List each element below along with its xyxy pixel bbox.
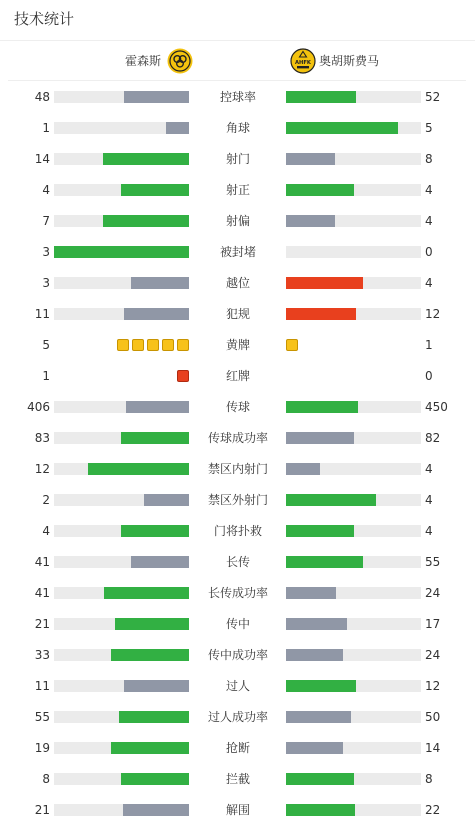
stat-row — [0, 459, 475, 479]
home-stat-bar — [54, 587, 189, 599]
away-stat-bar — [286, 618, 421, 630]
home-stat-value: 41 — [34, 586, 50, 600]
away-stat-bar — [286, 215, 421, 227]
home-stat-bar-fill — [166, 122, 189, 134]
stat-label: 传中 — [225, 617, 250, 631]
away-stat-bar-fill — [286, 525, 354, 537]
stat-label: 射偏 — [225, 214, 250, 228]
stat-row — [0, 366, 475, 386]
stat-label: 过人成功率 — [207, 710, 268, 724]
stat-row — [0, 521, 475, 541]
home-stat-value: 4 — [42, 524, 50, 538]
home-stat-bar-fill — [121, 184, 189, 196]
home-stat-bar — [54, 618, 189, 630]
stat-row — [0, 87, 475, 107]
stat-row — [0, 645, 475, 665]
home-team[interactable] — [125, 48, 193, 74]
home-stat-bar-fill — [111, 742, 189, 754]
away-stat-bar-fill — [286, 463, 320, 475]
home-stat-bar — [54, 804, 189, 816]
stat-label: 禁区外射门 — [207, 493, 268, 507]
home-stat-bar-fill — [88, 463, 189, 475]
away-stat-bar-fill — [286, 122, 398, 134]
away-stat-bar — [286, 91, 421, 103]
home-stat-value: 3 — [42, 276, 50, 290]
stat-row — [0, 583, 475, 603]
away-stat-bar-fill — [286, 773, 354, 785]
away-stat-bar — [286, 680, 421, 692]
home-stat-value: 4 — [42, 183, 50, 197]
away-stat-bar-fill — [286, 618, 347, 630]
away-stat-value: 12 — [425, 679, 441, 693]
away-stat-bar — [286, 804, 421, 816]
home-stat-bar-fill — [124, 680, 189, 692]
stat-row — [0, 428, 475, 448]
stat-label: 传中成功率 — [207, 648, 268, 662]
stat-row — [0, 676, 475, 696]
stat-label: 越位 — [225, 276, 250, 290]
away-stat-value: 4 — [425, 183, 433, 197]
away-stat-bar-fill — [286, 742, 343, 754]
away-stat-value: 17 — [425, 617, 441, 631]
home-stat-bar — [54, 401, 189, 413]
away-stat-value: 4 — [425, 214, 433, 228]
away-stat-bar-fill — [286, 215, 335, 227]
stat-label: 长传 — [225, 555, 250, 569]
away-stat-bar-fill — [286, 804, 355, 816]
away-stat-value: 4 — [425, 462, 433, 476]
away-team[interactable] — [290, 48, 379, 74]
away-stat-value: 12 — [425, 307, 441, 321]
stat-label: 犯规 — [225, 307, 250, 321]
home-stat-bar — [54, 277, 189, 289]
stat-label: 禁区内射门 — [207, 462, 268, 476]
away-stat-bar-fill — [286, 277, 363, 289]
away-logo-text: AHFK — [295, 60, 311, 67]
away-stat-bar — [286, 773, 421, 785]
yellow-card-icon — [177, 339, 189, 351]
home-stat-value: 33 — [34, 648, 50, 662]
stat-row — [0, 490, 475, 510]
stat-row — [0, 552, 475, 572]
home-stat-bar-fill — [103, 215, 189, 227]
stat-label: 控球率 — [219, 90, 256, 104]
stat-label: 长传成功率 — [207, 586, 268, 600]
home-stat-value: 41 — [34, 555, 50, 569]
home-stat-bar-fill — [124, 91, 189, 103]
stat-label: 角球 — [225, 121, 250, 135]
away-stat-bar — [286, 184, 421, 196]
away-stat-bar — [286, 587, 421, 599]
away-stat-bar — [286, 308, 421, 320]
away-stat-bar — [286, 432, 421, 444]
away-stat-value: 55 — [425, 555, 441, 569]
home-stat-bar-fill — [131, 556, 189, 568]
yellow-card-icon — [286, 339, 298, 351]
stat-row — [0, 211, 475, 231]
away-stat-bar — [286, 401, 421, 413]
ac-horsens-yellow-crest-icon — [290, 48, 316, 74]
stat-row — [0, 180, 475, 200]
away-stat-value: 5 — [425, 121, 433, 135]
away-stat-value: 52 — [425, 90, 441, 104]
home-stat-bar — [54, 711, 189, 723]
home-cards — [177, 370, 189, 382]
yellow-card-icon — [162, 339, 174, 351]
home-stat-value: 48 — [34, 90, 50, 104]
home-stat-value: 3 — [42, 245, 50, 259]
home-stat-bar-fill — [103, 153, 189, 165]
home-stat-value: 1 — [42, 121, 50, 135]
away-stat-value: 0 — [425, 245, 433, 259]
stat-label: 射门 — [225, 152, 250, 166]
stat-label: 门将扑救 — [213, 524, 262, 538]
home-stat-bar-fill — [131, 277, 189, 289]
yellow-card-icon — [132, 339, 144, 351]
home-stat-bar — [54, 742, 189, 754]
away-stat-bar — [286, 277, 421, 289]
home-stat-bar — [54, 91, 189, 103]
home-stat-value: 8 — [42, 772, 50, 786]
yellow-card-icon — [117, 339, 129, 351]
stat-label: 红牌 — [225, 369, 250, 383]
home-stat-value: 11 — [34, 307, 50, 321]
home-stat-value: 2 — [42, 493, 50, 507]
away-cards — [286, 339, 298, 351]
red-card-icon — [177, 370, 189, 382]
away-stat-bar — [286, 556, 421, 568]
home-stat-bar — [54, 525, 189, 537]
home-stat-bar-fill — [121, 773, 189, 785]
away-stat-value: 1 — [425, 338, 433, 352]
away-stat-bar — [286, 525, 421, 537]
home-team-name: 霍森斯 — [125, 54, 162, 68]
horsens-crest-icon — [167, 48, 193, 74]
home-stat-value: 5 — [42, 338, 50, 352]
away-stat-bar — [286, 494, 421, 506]
home-stat-value: 55 — [34, 710, 50, 724]
title-divider — [0, 40, 475, 41]
stat-row — [0, 738, 475, 758]
stat-row — [0, 335, 475, 355]
away-stat-bar-fill — [286, 153, 335, 165]
home-stat-bar — [54, 308, 189, 320]
stat-label: 拦截 — [225, 772, 250, 786]
stat-label: 过人 — [225, 679, 250, 693]
home-stat-value: 406 — [27, 400, 50, 414]
home-stat-value: 12 — [34, 462, 50, 476]
away-stat-bar-fill — [286, 308, 356, 320]
home-stat-value: 1 — [42, 369, 50, 383]
away-stat-bar-fill — [286, 494, 376, 506]
home-stat-value: 21 — [34, 617, 50, 631]
home-stat-bar — [54, 184, 189, 196]
away-stat-value: 8 — [425, 152, 433, 166]
stat-label: 解围 — [225, 803, 250, 817]
away-stat-value: 8 — [425, 772, 433, 786]
stat-row — [0, 118, 475, 138]
away-stat-value: 4 — [425, 493, 433, 507]
away-stat-bar-fill — [286, 556, 363, 568]
away-stat-value: 50 — [425, 710, 441, 724]
page-title: 技术统计 — [14, 10, 75, 28]
away-stat-value: 82 — [425, 431, 441, 445]
stat-row — [0, 614, 475, 634]
stat-label: 抢断 — [225, 741, 250, 755]
home-stat-bar — [54, 556, 189, 568]
away-team-name: 奥胡斯费马 — [319, 54, 380, 68]
home-stat-bar-fill — [115, 618, 189, 630]
away-stat-bar-fill — [286, 184, 354, 196]
home-stat-bar-fill — [104, 587, 189, 599]
home-stat-bar — [54, 649, 189, 661]
away-stat-value: 24 — [425, 586, 441, 600]
away-stat-value: 450 — [425, 400, 448, 414]
away-stat-bar — [286, 742, 421, 754]
away-stat-bar — [286, 711, 421, 723]
home-stat-bar-fill — [121, 432, 189, 444]
home-stat-bar-fill — [111, 649, 189, 661]
away-stat-bar — [286, 463, 421, 475]
away-stat-bar — [286, 153, 421, 165]
yellow-card-icon — [147, 339, 159, 351]
stat-row — [0, 242, 475, 262]
stat-label: 黄牌 — [225, 338, 250, 352]
home-stat-bar-fill — [124, 308, 189, 320]
away-stat-value: 0 — [425, 369, 433, 383]
away-stat-bar-fill — [286, 401, 358, 413]
away-stat-bar-fill — [286, 432, 354, 444]
home-stat-bar-fill — [144, 494, 189, 506]
away-stat-value: 22 — [425, 803, 441, 817]
stat-row — [0, 707, 475, 727]
away-stat-bar-fill — [286, 587, 336, 599]
stat-label: 传球 — [225, 400, 250, 414]
stat-row — [0, 149, 475, 169]
away-stat-bar-fill — [286, 91, 356, 103]
away-stat-bar-fill — [286, 680, 356, 692]
home-stat-bar — [54, 153, 189, 165]
home-stat-bar — [54, 432, 189, 444]
home-stat-bar-fill — [121, 525, 189, 537]
home-stat-bar — [54, 463, 189, 475]
stat-row — [0, 304, 475, 324]
home-stat-bar-fill — [126, 401, 189, 413]
away-stat-value: 4 — [425, 276, 433, 290]
away-stat-bar — [286, 649, 421, 661]
home-stat-value: 11 — [34, 679, 50, 693]
stat-row — [0, 273, 475, 293]
away-stat-value: 4 — [425, 524, 433, 538]
home-stat-bar — [54, 773, 189, 785]
home-stat-value: 21 — [34, 803, 50, 817]
home-stat-bar — [54, 215, 189, 227]
home-stat-bar — [54, 680, 189, 692]
stat-label: 射正 — [225, 183, 250, 197]
home-stat-value: 14 — [34, 152, 50, 166]
stat-row — [0, 769, 475, 789]
home-cards — [117, 339, 189, 351]
stat-label: 被封堵 — [219, 245, 256, 259]
home-stat-value: 83 — [34, 431, 50, 445]
away-stat-bar — [286, 122, 421, 134]
home-stat-bar — [54, 122, 189, 134]
home-stat-value: 7 — [42, 214, 50, 228]
home-stat-bar-fill — [119, 711, 189, 723]
header-divider — [8, 80, 466, 81]
stat-row — [0, 800, 475, 820]
away-stat-bar-fill — [286, 711, 351, 723]
home-stat-bar-fill — [54, 246, 189, 258]
home-stat-value: 19 — [34, 741, 50, 755]
away-stat-value: 14 — [425, 741, 441, 755]
home-stat-bar — [54, 494, 189, 506]
stat-row — [0, 397, 475, 417]
away-stat-bar-fill — [286, 649, 343, 661]
home-stat-bar-fill — [123, 804, 189, 816]
home-stat-bar — [54, 246, 189, 258]
away-stat-bar — [286, 246, 421, 258]
away-stat-value: 24 — [425, 648, 441, 662]
stat-label: 传球成功率 — [207, 431, 268, 445]
